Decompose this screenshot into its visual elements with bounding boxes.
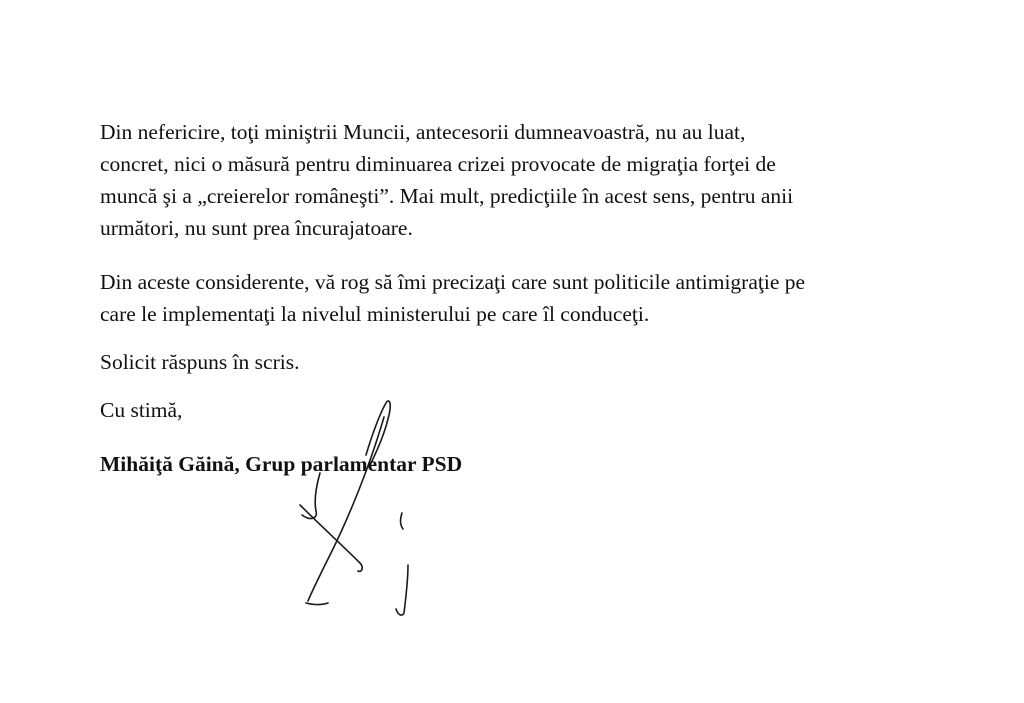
handwritten-signature [280, 395, 440, 625]
written-answer-request: Solicit răspuns în scris. [100, 350, 300, 374]
paragraph-migration-crisis [100, 116, 793, 244]
closing-salutation: Cu stimă, [100, 398, 183, 422]
text-line: următori, nu sunt prea încurajatoare. [100, 216, 413, 240]
signatory-name: Mihăiţă Găină, Grup parlamentar PSD [100, 452, 463, 476]
text-line: concret, nici o măsură pentru diminuarea crizei provocate de migraţia forţei de [100, 152, 776, 176]
text-line: muncă şi a „creierelor româneşti”. Mai mult, predicţiile în acest sens, pentru anii [100, 184, 794, 208]
paragraph-request-policies [100, 266, 805, 330]
text-line: care le implementaţi la nivelul ministerului pe care îl conduceţi. [100, 302, 650, 326]
text-line: Din aceste considerente, vă rog să îmi precizaţi care sunt politicile antimigraţie pe [100, 270, 806, 294]
text-line: Din nefericire, toţi miniştrii Muncii, antecesorii dumneavoastră, nu au luat, [100, 120, 746, 144]
